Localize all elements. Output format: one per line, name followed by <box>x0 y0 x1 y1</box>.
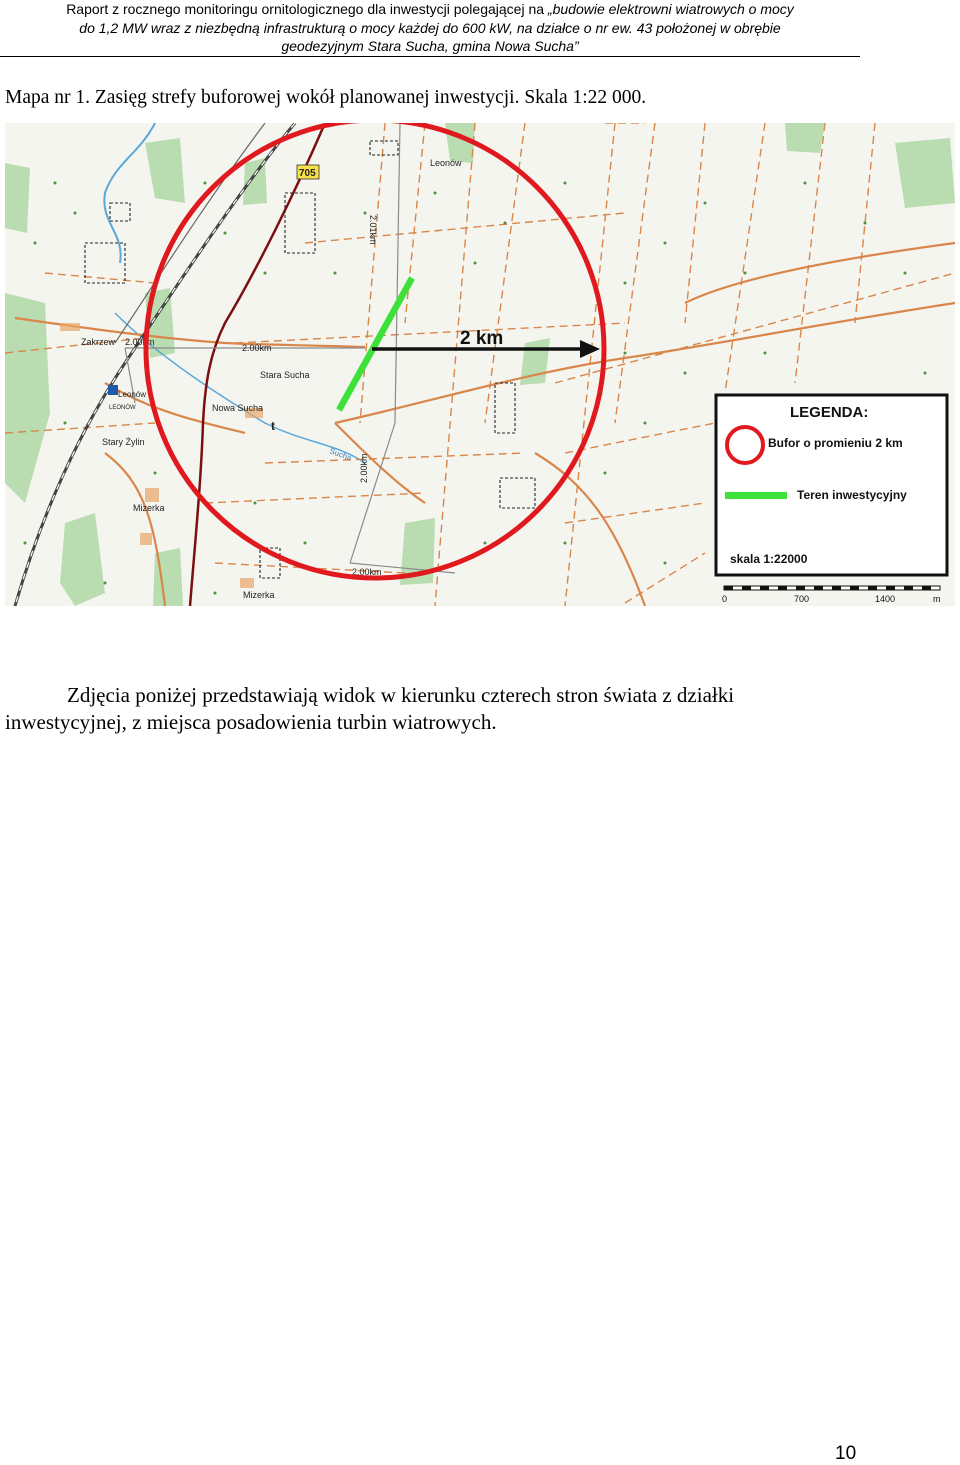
radius-label: 2 km <box>460 328 504 349</box>
place-leonow-west-sign: LEONÓW <box>109 405 136 411</box>
road-number: 705 <box>299 168 316 179</box>
legend-title: LEGENDA: <box>790 404 869 421</box>
page-header <box>0 0 860 56</box>
header-line-1 <box>0 0 860 19</box>
point-t: t <box>271 419 275 433</box>
scale-label-1400: 1400 <box>875 594 896 604</box>
place-mizerka: Mizerka <box>133 503 165 513</box>
legend-scale: skala 1:22000 <box>730 552 808 566</box>
map-caption: Mapa nr 1. Zasięg strefy buforowej wokół planowanej inwestycji. Skala 1:22 000. <box>5 87 647 108</box>
place-zakrzew: Zakrzew <box>81 337 116 347</box>
page-number: 10 <box>835 1443 857 1464</box>
place-leonow-north: Leonów <box>430 158 462 168</box>
place-river-sucha: Sucha <box>328 446 353 463</box>
place-mizerka-south: Mizerka <box>243 590 275 600</box>
distance-south-vertical: 2.00km <box>359 453 369 483</box>
station-icon <box>108 385 118 395</box>
scale-label-0: 0 <box>722 594 728 604</box>
distance-center-west: 2.00km <box>242 343 272 353</box>
place-nowa-sucha: Nowa Sucha <box>212 403 264 413</box>
header-rule <box>0 56 860 57</box>
scale-label-unit: m <box>933 594 941 604</box>
body-line-1: Zdjęcia poniżej przedstawiają widok w kierunku czterech stron świata z działki <box>67 683 735 707</box>
legend-investment-icon <box>725 492 787 499</box>
header-line-1-italic: „budowie elektrowni wiatrowych o mocy <box>547 1 794 17</box>
body-paragraph <box>5 682 835 736</box>
legend-buffer-label: Bufor o promieniu 2 km <box>768 436 903 450</box>
body-line-2: inwestycyjnej, z miejsca posadowienia turbin wiatrowych. <box>5 710 497 734</box>
topographic-map <box>5 123 955 606</box>
scale-label-700: 700 <box>794 594 810 604</box>
distance-south: 2.00km <box>352 567 382 577</box>
scale-bar <box>722 583 946 607</box>
header-line-3: geodezyjnym Stara Sucha, gmina Nowa Sucha” <box>281 38 579 54</box>
place-stara-sucha: Stara Sucha <box>260 370 310 380</box>
map-image <box>5 123 955 606</box>
place-stary-zylin: Stary Żylin <box>102 437 145 447</box>
legend <box>716 395 947 575</box>
header-line-2: do 1,2 MW wraz z niezbędną infrastrukturą o mocy każdej do 600 kW, na działce o nr ew. 43 położonej w obrębie <box>79 19 781 36</box>
legend-investment-label: Teren inwestycyjny <box>797 488 907 502</box>
distance-north: 2.01km <box>368 215 378 245</box>
header-line-1-regular: Raport z rocznego monitoringu ornitologicznego dla inwestycji polegającej na <box>66 1 548 17</box>
distance-west: 2.00km <box>125 337 155 347</box>
place-leonow-west: Leonów <box>118 390 147 399</box>
